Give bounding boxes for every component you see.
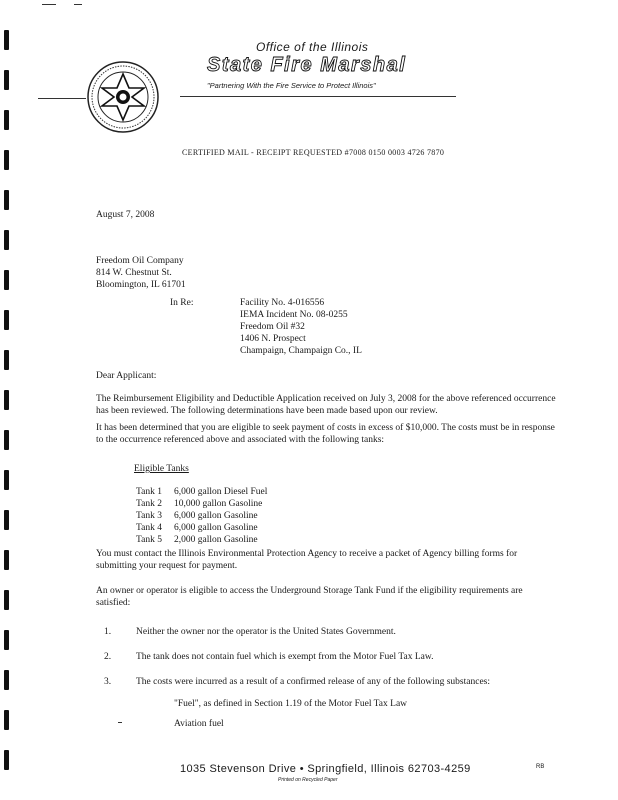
eligible-tanks-heading: Eligible Tanks bbox=[134, 464, 189, 474]
punch-mark bbox=[4, 430, 9, 450]
top-dash-right bbox=[74, 4, 82, 5]
tank-description: 6,000 gallon Gasoline bbox=[174, 523, 258, 533]
facility-name: Freedom Oil #32 bbox=[240, 322, 305, 332]
punch-mark bbox=[4, 30, 9, 50]
letterhead-motto: "Partnering With the Fire Service to Protect Illinois" bbox=[207, 81, 376, 90]
recipient-address bbox=[96, 255, 186, 291]
punch-mark bbox=[4, 550, 9, 570]
punch-mark bbox=[4, 70, 9, 90]
tank-description: 6,000 gallon Gasoline bbox=[174, 511, 258, 521]
punch-mark bbox=[4, 670, 9, 690]
punch-mark bbox=[4, 630, 9, 650]
tank-label: Tank 3 bbox=[136, 511, 162, 521]
letter-date: August 7, 2008 bbox=[96, 210, 155, 220]
punch-mark bbox=[4, 390, 9, 410]
tank-label: Tank 5 bbox=[136, 535, 162, 545]
recipient-city: Bloomington, IL 61701 bbox=[96, 280, 186, 290]
tank-description: 6,000 gallon Diesel Fuel bbox=[174, 487, 268, 497]
letterhead-agency: State Fire Marshal bbox=[207, 54, 407, 76]
requirement-number: 2. bbox=[104, 652, 112, 662]
letterhead-divider-left bbox=[38, 98, 86, 99]
punch-mark bbox=[4, 350, 9, 370]
punch-mark bbox=[4, 150, 9, 170]
punch-mark bbox=[4, 270, 9, 290]
substance-item: "Fuel", as defined in Section 1.19 of the Motor Fuel Tax Law bbox=[174, 699, 408, 709]
facility-number: Facility No. 4-016556 bbox=[240, 298, 325, 308]
punch-mark bbox=[4, 190, 9, 210]
iema-incident: IEMA Incident No. 08-0255 bbox=[240, 310, 348, 320]
requirement-text: The costs were incurred as a result of a confirmed release of any of the following substances: bbox=[136, 677, 491, 687]
paragraph-ust-fund: An owner or operator is eligible to access the Underground Storage Tank Fund if the eligibility requirements are satisfied: bbox=[96, 586, 523, 608]
in-re-label: In Re: bbox=[170, 298, 194, 308]
substance-item: Aviation fuel bbox=[174, 719, 224, 729]
requirement-number: 1. bbox=[104, 627, 112, 637]
footer-address: 1035 Stevenson Drive • Springfield, Illinois 62703-4259 bbox=[180, 763, 471, 775]
salutation: Dear Applicant: bbox=[96, 371, 157, 381]
paragraph-eligibility: It has been determined that you are eligible to seek payment of costs in excess of $10,000. The costs must be in response to the occurrence referenced above and associated with the following tanks: bbox=[96, 423, 555, 445]
tank-description: 10,000 gallon Gasoline bbox=[174, 499, 263, 509]
requirement-number: 3. bbox=[104, 677, 112, 687]
tank-label: Tank 1 bbox=[136, 487, 162, 497]
paragraph-contact-iepa: You must contact the Illinois Environmental Protection Agency to receive a packet of Agency billing forms for submitting your request for payment. bbox=[96, 549, 518, 571]
punch-mark bbox=[4, 230, 9, 250]
punch-mark bbox=[4, 470, 9, 490]
in-re-details bbox=[240, 297, 362, 357]
fire-marshal-seal-icon bbox=[86, 60, 160, 134]
recipient-name: Freedom Oil Company bbox=[96, 256, 184, 266]
margin-tick bbox=[118, 722, 122, 723]
tank-label: Tank 4 bbox=[136, 523, 162, 533]
letterhead-divider-right bbox=[180, 96, 456, 97]
certified-mail-line: CERTIFIED MAIL - RECEIPT REQUESTED #7008 0150 0003 4726 7870 bbox=[182, 148, 445, 157]
punch-mark bbox=[4, 590, 9, 610]
punch-mark bbox=[4, 750, 9, 770]
tank-description: 2,000 gallon Gasoline bbox=[174, 535, 258, 545]
facility-city: Champaign, Champaign Co., IL bbox=[240, 346, 362, 356]
requirement-text: The tank does not contain fuel which is exempt from the Motor Fuel Tax Law. bbox=[136, 652, 434, 662]
requirement-text: Neither the owner nor the operator is the United States Government. bbox=[136, 627, 396, 637]
punch-mark bbox=[4, 110, 9, 130]
top-dash-left bbox=[42, 4, 56, 5]
punch-mark bbox=[4, 710, 9, 730]
punch-mark bbox=[4, 510, 9, 530]
facility-street: 1406 N. Prospect bbox=[240, 334, 306, 344]
tank-label: Tank 2 bbox=[136, 499, 162, 509]
paragraph-review: The Reimbursement Eligibility and Deductible Application received on July 3, 2008 for the above referenced occurrence has been reviewed. The following determinations have been made based upon our review. bbox=[96, 394, 556, 416]
page-code: RB bbox=[536, 764, 545, 770]
recycled-paper-note: Printed on Recycled Paper bbox=[278, 777, 338, 783]
recipient-street: 814 W. Chestnut St. bbox=[96, 268, 172, 278]
punch-mark bbox=[4, 310, 9, 330]
letterhead-office: Office of the Illinois bbox=[256, 40, 369, 54]
